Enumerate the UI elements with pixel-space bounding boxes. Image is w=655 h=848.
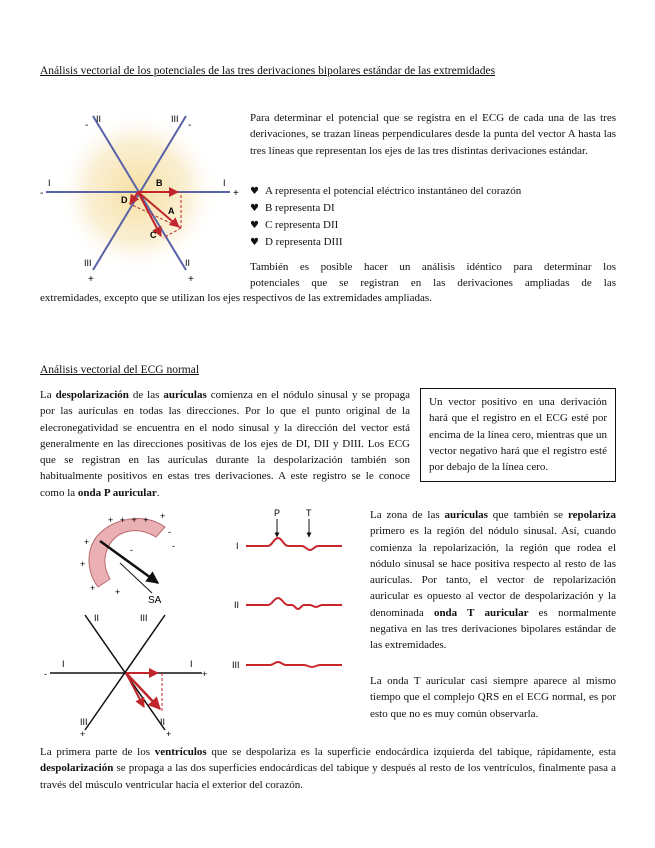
plus-sign: + <box>233 188 239 199</box>
minus-sign: - <box>130 545 133 555</box>
plus-sign: + <box>115 587 121 597</box>
plus-charges: + + + + <box>108 515 151 525</box>
atrium-shape <box>89 519 165 587</box>
trace-III-waveform <box>246 662 342 667</box>
trace-I-waveform <box>246 538 342 550</box>
ecg-traces-figure <box>230 508 360 678</box>
section1-closing-line1: También es posible hacer un análisis idéntico para determinar los <box>250 261 616 273</box>
lead-I-negative-label: I <box>48 178 51 188</box>
section1-closing-line2: potenciales que se registran en las derivaciones ampliadas de las <box>250 277 616 289</box>
vector-A-label: A <box>168 206 175 216</box>
plus-sign: + <box>88 274 94 285</box>
legend-item-b: ♥ B representa DI <box>250 202 335 214</box>
vector-analysis-figure <box>38 100 248 290</box>
plus-sign: + <box>202 669 208 679</box>
section1-heading: Análisis vectorial de los potenciales de las tres derivaciones bipolares estándar de las extremidades <box>40 65 496 77</box>
trace-I-label: I <box>236 541 239 551</box>
vector-D-label: D <box>121 195 128 205</box>
section1-intro: Para determinar el potencial que se registra en el ECG de cada una de las tres derivaciones, se trazan líneas perpendiculares desde la punta del vector A hasta las tres líneas que representan los ejes de las tres distintas derivaciones estándar. <box>250 112 616 157</box>
lead-I-label: I <box>190 659 193 669</box>
t-wave-label: T <box>306 508 312 518</box>
plus-sign: + <box>80 729 86 739</box>
trace-III-label: III <box>232 660 240 670</box>
vector-sign-note-box: Un vector positivo en una derivación hará que el registro en el ECG esté por encima de la línea cero, mientras que un vector negativo hará que el registro esté por debajo de la línea cero. <box>420 388 616 482</box>
minus-sign: - <box>44 669 47 679</box>
atrial-depolarization-paragraph: La despolarización de las aurículas comienza en el nódulo sinusal y se propaga por las aurículas en todas las direcciones. Por lo que el punto original de la elecronegatividad se encuentra en el nodo sinusal y la dirección del vector está generalmente en las direcciones positivas de los ejes de DI, DII y DIII. Los ECG que se registran en las aurículas durante la despolarización también son habitualmente positivos en estas tres derivaciones. A este registro se le conoce como la onda P auricular. <box>40 389 411 499</box>
vector-C-label: C <box>150 230 157 240</box>
legend-item-a: ♥ A representa el potencial eléctrico instantáneo del corazón <box>250 185 522 197</box>
lead-II-positive-label: II <box>185 258 191 268</box>
plus-sign: + <box>166 729 172 739</box>
atrium-depolarization-figure <box>60 505 200 605</box>
vector-legend-list <box>250 183 521 251</box>
lead-I-label: I <box>62 659 65 669</box>
atrial-repolarization-paragraph: La zona de las aurículas que también se repolariza primero es la región del nódulo sinusal. Así, cuando comienza la repolarización, la región que rodea el nódulo sinusal se hace positiva respecto al resto de las aurículas. Por tanto, el vector de repolarización auricular es opuesto al vector de despolarización y la denominada onda T auricular es normalmente negativa en las tres derivaciones bipolares estándar de las extremidades. <box>370 509 617 652</box>
atrial-t-wave-paragraph: La onda T auricular casi siempre aparece al mismo tiempo que el complejo QRS en el ECG normal, es por esto que no es muy común observarla. <box>370 675 616 720</box>
p-wave-label: P <box>274 508 281 518</box>
sa-node-label: SA <box>148 595 162 605</box>
lead-III-negative-label: III <box>171 114 179 124</box>
section1-closing-line3: extremidades, excepto que se utilizan los ejes respectivos de las extremidades ampliadas. <box>40 292 432 304</box>
lead-II-label: II <box>160 717 166 727</box>
lead-III-label: III <box>80 717 88 727</box>
ventricular-depolarization-paragraph: La primera parte de los ventrículos que se despolariza es la superficie endocárdica izquierda del tabique, rápidamente, esta despolarización se propaga a las dos superficies endocárdicas del tabique y después al resto de los ventrículos, finalmente pasa a través del músculo ventricular hacia el exterior del corazón. <box>40 746 616 791</box>
plus-sign: + <box>84 537 90 547</box>
heart-bullet-icon: ♥ <box>250 237 259 248</box>
vector-B-label: B <box>156 178 163 188</box>
heart-bullet-icon: ♥ <box>250 220 259 231</box>
plus-sign: + <box>90 583 96 593</box>
minus-sign: - <box>85 120 89 131</box>
plus-sign: + <box>80 559 86 569</box>
legend-item-d: ♥ D representa DIII <box>250 236 343 248</box>
heart-bullet-icon: ♥ <box>250 203 259 214</box>
section2-heading: Análisis vectorial del ECG normal <box>40 364 200 376</box>
plus-sign: + <box>188 274 194 285</box>
trace-II-waveform <box>246 598 342 609</box>
lead-I-positive-label: I <box>223 178 226 188</box>
plus-sign: + <box>160 511 166 521</box>
lead-II-negative-label: II <box>96 114 102 124</box>
lead-III-label: III <box>140 613 148 623</box>
atrial-vector-axes-figure <box>40 605 210 740</box>
trace-II-label: II <box>234 600 240 610</box>
minus-sign: - <box>188 120 192 131</box>
heart-bullet-icon: ♥ <box>250 186 259 197</box>
lead-II-label: II <box>94 613 100 623</box>
minus-sign: - <box>168 527 171 537</box>
legend-item-c: ♥ C representa DII <box>250 219 339 231</box>
lead-III-positive-label: III <box>84 258 92 268</box>
minus-sign: - <box>172 541 175 551</box>
minus-sign: - <box>40 188 44 199</box>
